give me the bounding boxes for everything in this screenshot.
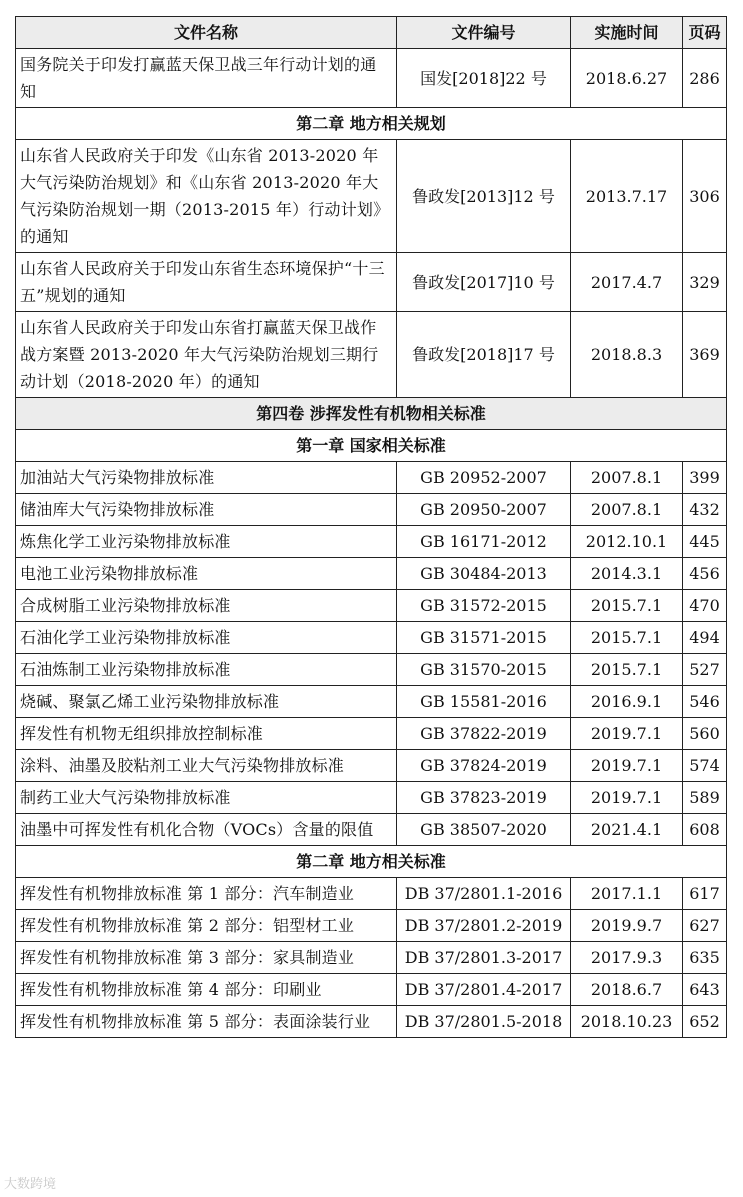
cell-date: 2007.8.1 [571,462,683,494]
table-row [16,622,727,654]
cell-name: 涂料、油墨及胶粘剂工业大气污染物排放标准 [16,750,397,782]
cell-page: 494 [683,622,727,654]
cell-date: 2007.8.1 [571,494,683,526]
table-row [16,974,727,1006]
document-index-table [15,16,727,1038]
cell-page: 445 [683,526,727,558]
cell-date: 2021.4.1 [571,814,683,846]
cell-date: 2012.10.1 [571,526,683,558]
cell-name: 山东省人民政府关于印发山东省打赢蓝天保卫战作战方案暨 2013-2020 年大气污染防治规划三期行动计划（2018-2020 年）的通知 [16,312,397,398]
cell-date: 2019.7.1 [571,718,683,750]
cell-name: 山东省人民政府关于印发《山东省 2013-2020 年大气污染防治规划》和《山东省 2013-2020 年大气污染防治规划一期（2013-2015 年）行动计划》的通知 [16,140,397,253]
chapter-title: 第一章 国家相关标准 [16,430,727,462]
cell-page: 286 [683,49,727,108]
cell-date: 2015.7.1 [571,622,683,654]
table-row [16,49,727,108]
cell-page: 635 [683,942,727,974]
table-row [16,253,727,312]
cell-name: 挥发性有机物排放标准 第 3 部分：家具制造业 [16,942,397,974]
cell-page: 617 [683,878,727,910]
cell-page: 652 [683,1006,727,1038]
cell-page: 627 [683,910,727,942]
header-date: 实施时间 [571,17,683,49]
cell-code: DB 37/2801.3-2017 [397,942,571,974]
section-title: 第四卷 涉挥发性有机物相关标准 [16,398,727,430]
table-row [16,654,727,686]
cell-date: 2019.7.1 [571,750,683,782]
cell-code: GB 31570-2015 [397,654,571,686]
table-row [16,686,727,718]
cell-code: GB 20952-2007 [397,462,571,494]
cell-date: 2017.4.7 [571,253,683,312]
header-name: 文件名称 [16,17,397,49]
table-row [16,750,727,782]
section-heading-row [16,398,727,430]
cell-code: GB 31571-2015 [397,622,571,654]
cell-name: 石油炼制工业污染物排放标准 [16,654,397,686]
cell-code: 鲁政发[2013]12 号 [397,140,571,253]
cell-code: GB 30484-2013 [397,558,571,590]
table-row [16,526,727,558]
watermark: 大数跨境 [4,1177,57,1192]
chapter-title: 第二章 地方相关标准 [16,846,727,878]
cell-name: 山东省人民政府关于印发山东省生态环境保护“十三五”规划的通知 [16,253,397,312]
table-row [16,494,727,526]
header-page: 页码 [683,17,727,49]
cell-page: 546 [683,686,727,718]
cell-page: 369 [683,312,727,398]
cell-date: 2015.7.1 [571,654,683,686]
table-body [16,49,727,1038]
table-row [16,814,727,846]
table-row [16,782,727,814]
cell-code: GB 15581-2016 [397,686,571,718]
cell-name: 挥发性有机物排放标准 第 2 部分：铝型材工业 [16,910,397,942]
cell-name: 国务院关于印发打赢蓝天保卫战三年行动计划的通知 [16,49,397,108]
cell-name: 电池工业污染物排放标准 [16,558,397,590]
table-row [16,140,727,253]
cell-page: 560 [683,718,727,750]
cell-date: 2018.6.27 [571,49,683,108]
cell-date: 2017.9.3 [571,942,683,974]
chapter-heading-row [16,430,727,462]
chapter-heading-row [16,846,727,878]
cell-page: 589 [683,782,727,814]
cell-page: 329 [683,253,727,312]
cell-name: 加油站大气污染物排放标准 [16,462,397,494]
cell-code: DB 37/2801.4-2017 [397,974,571,1006]
cell-date: 2018.6.7 [571,974,683,1006]
cell-page: 456 [683,558,727,590]
cell-date: 2018.8.3 [571,312,683,398]
cell-page: 608 [683,814,727,846]
cell-page: 399 [683,462,727,494]
cell-name: 石油化学工业污染物排放标准 [16,622,397,654]
chapter-heading-row [16,108,727,140]
cell-date: 2017.1.1 [571,878,683,910]
cell-code: 鲁政发[2017]10 号 [397,253,571,312]
cell-code: GB 20950-2007 [397,494,571,526]
table-row [16,462,727,494]
cell-code: GB 16171-2012 [397,526,571,558]
cell-date: 2019.9.7 [571,910,683,942]
chapter-title: 第二章 地方相关规划 [16,108,727,140]
cell-name: 制药工业大气污染物排放标准 [16,782,397,814]
cell-code: 国发[2018]22 号 [397,49,571,108]
cell-date: 2016.9.1 [571,686,683,718]
cell-name: 挥发性有机物排放标准 第 5 部分：表面涂装行业 [16,1006,397,1038]
cell-page: 643 [683,974,727,1006]
cell-name: 挥发性有机物无组织排放控制标准 [16,718,397,750]
cell-name: 油墨中可挥发性有机化合物（VOCs）含量的限值 [16,814,397,846]
cell-code: DB 37/2801.1-2016 [397,878,571,910]
cell-name: 合成树脂工业污染物排放标准 [16,590,397,622]
table-row [16,1006,727,1038]
table-row [16,878,727,910]
cell-page: 574 [683,750,727,782]
header-row [16,17,727,49]
cell-page: 527 [683,654,727,686]
cell-name: 储油库大气污染物排放标准 [16,494,397,526]
cell-code: GB 37824-2019 [397,750,571,782]
cell-code: GB 38507-2020 [397,814,571,846]
cell-date: 2013.7.17 [571,140,683,253]
table-row [16,558,727,590]
cell-name: 炼焦化学工业污染物排放标准 [16,526,397,558]
cell-date: 2015.7.1 [571,590,683,622]
cell-name: 挥发性有机物排放标准 第 1 部分：汽车制造业 [16,878,397,910]
cell-page: 306 [683,140,727,253]
table-row [16,312,727,398]
cell-page: 432 [683,494,727,526]
cell-name: 挥发性有机物排放标准 第 4 部分：印刷业 [16,974,397,1006]
cell-page: 470 [683,590,727,622]
cell-code: GB 31572-2015 [397,590,571,622]
cell-code: GB 37823-2019 [397,782,571,814]
table-row [16,942,727,974]
cell-date: 2018.10.23 [571,1006,683,1038]
cell-name: 烧碱、聚氯乙烯工业污染物排放标准 [16,686,397,718]
cell-code: DB 37/2801.2-2019 [397,910,571,942]
cell-code: GB 37822-2019 [397,718,571,750]
cell-code: 鲁政发[2018]17 号 [397,312,571,398]
table-row [16,910,727,942]
cell-date: 2014.3.1 [571,558,683,590]
cell-date: 2019.7.1 [571,782,683,814]
cell-code: DB 37/2801.5-2018 [397,1006,571,1038]
table-row [16,718,727,750]
header-code: 文件编号 [397,17,571,49]
table-row [16,590,727,622]
